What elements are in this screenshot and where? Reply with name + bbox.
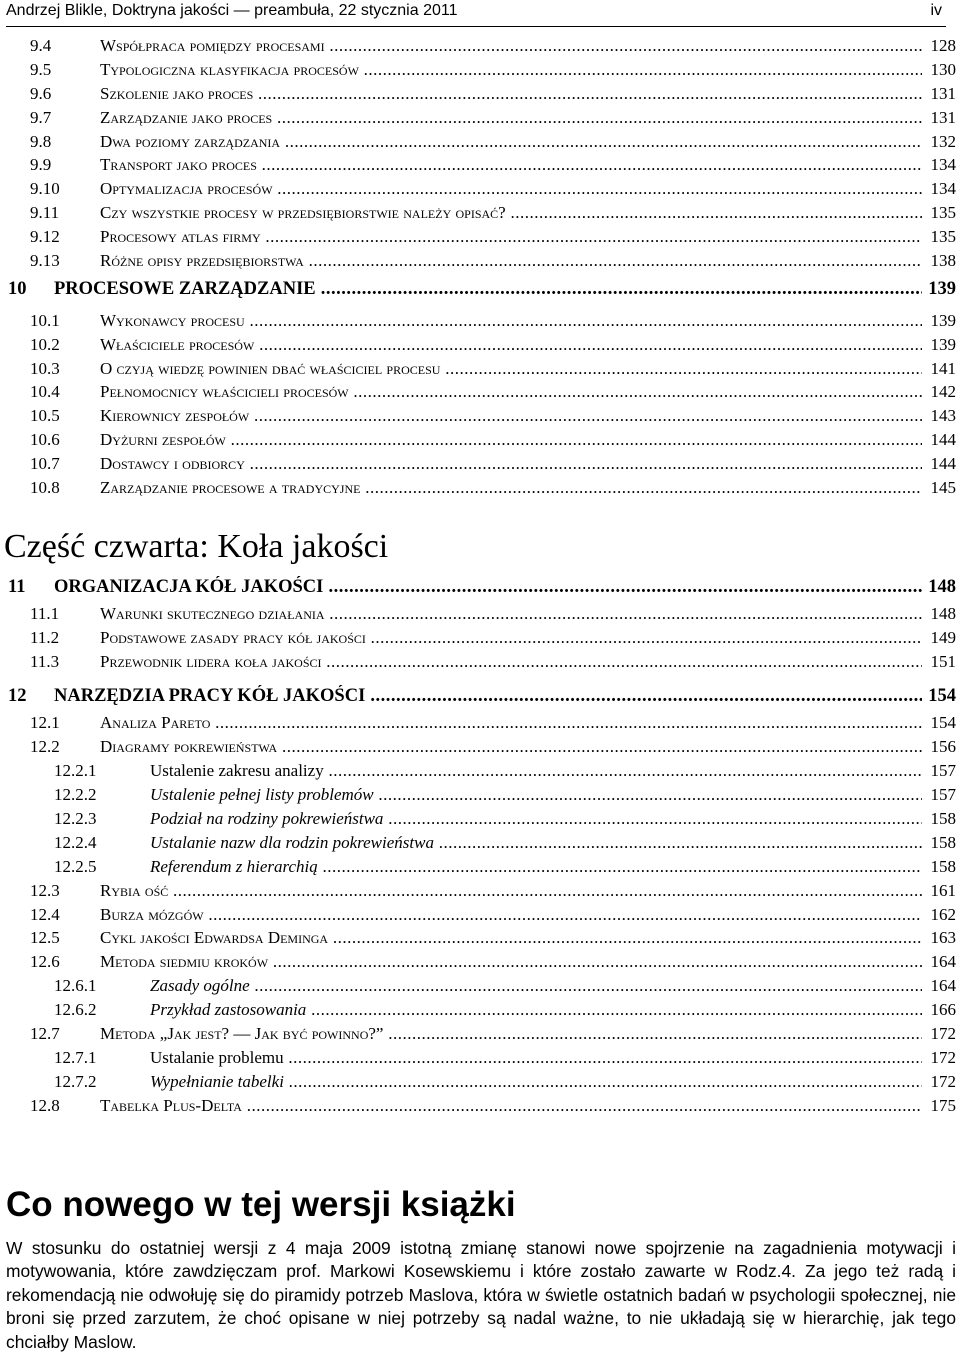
toc-title: Przykład zastosowania: [150, 1000, 307, 1020]
chapter-9-items: [8, 34, 956, 273]
toc-page: 157: [930, 759, 957, 783]
toc-number: 12.5: [30, 928, 60, 948]
toc-title: Ustalenie zakresu analizy: [150, 761, 324, 781]
part-title: Część czwarta: Koła jakości: [4, 527, 389, 565]
toc-page: 162: [930, 903, 957, 927]
toc-number: 10.3: [30, 358, 60, 378]
toc-number: 12.7.1: [54, 1047, 97, 1067]
toc-entry[interactable]: [8, 201, 956, 225]
toc-title: Dwa poziomy zarządzania: [100, 131, 281, 151]
toc-title: Cykl jakości Edwardsa Deminga: [100, 928, 329, 948]
toc-title: Burza mózgów: [100, 904, 204, 924]
toc-entry[interactable]: [8, 177, 956, 201]
toc-page: 128: [930, 34, 957, 58]
toc-title: Tabelka Plus-Delta: [100, 1095, 242, 1115]
toc-title: Przewodnik lidera koła jakości: [100, 651, 322, 671]
toc-title: Ustalanie nazw dla rodzin pokrewieństwa: [150, 832, 434, 852]
toc-number: 10.2: [30, 334, 60, 354]
toc-number: 9.8: [30, 131, 52, 151]
toc-title: Ustalanie problemu: [150, 1047, 284, 1067]
toc-number: 10.7: [30, 454, 60, 474]
toc-page: 134: [930, 177, 957, 201]
toc-entry[interactable]: [8, 974, 956, 998]
toc-page: 138: [930, 249, 957, 273]
toc-entry[interactable]: [8, 903, 956, 927]
toc-entry[interactable]: [8, 807, 956, 831]
toc-entry[interactable]: [8, 333, 956, 357]
toc-title: Dyżurni zespołów: [100, 430, 226, 450]
toc-entry[interactable]: [8, 855, 956, 879]
toc-page: 131: [930, 82, 957, 106]
toc-number: 10.4: [30, 382, 60, 402]
toc-title: Metoda siedmiu kroków: [100, 952, 269, 972]
toc-title: Optymalizacja procesów: [100, 179, 273, 199]
toc-page: 172: [930, 1046, 957, 1070]
toc-entry[interactable]: [8, 735, 956, 759]
toc-title: Warunki skutecznego działania: [100, 603, 325, 623]
toc-entry[interactable]: [8, 831, 956, 855]
toc-entry[interactable]: [8, 926, 956, 950]
toc-entry[interactable]: [8, 998, 956, 1022]
toc-entry[interactable]: [8, 1070, 956, 1094]
toc-title: NARZĘDZIA PRACY KÓŁ JAKOŚCI: [54, 686, 366, 707]
toc-entry[interactable]: [8, 783, 956, 807]
toc-title: PROCESOWE ZARZĄDZANIE: [54, 278, 316, 299]
chapter-10-items: [8, 309, 956, 500]
toc-entry[interactable]: [8, 130, 956, 154]
toc-page: 144: [930, 452, 957, 476]
toc-title: Zarządzanie jako proces: [100, 107, 273, 127]
toc-page: 142: [930, 380, 957, 404]
toc-entry[interactable]: [8, 249, 956, 273]
toc-page: 154: [927, 685, 956, 709]
toc-entry[interactable]: [8, 1094, 956, 1118]
toc-number: 9.10: [30, 179, 60, 199]
toc-title: Podstawowe zasady pracy kół jakości: [100, 627, 366, 647]
toc-page: 156: [930, 735, 957, 759]
toc-entry[interactable]: [8, 650, 956, 674]
toc-number: 12.2.2: [54, 785, 97, 805]
toc-entry[interactable]: [8, 1046, 956, 1070]
whats-new-section: [6, 1183, 956, 1354]
toc-entry[interactable]: [8, 428, 956, 452]
toc-number: 9.6: [30, 83, 52, 103]
toc-page: 172: [930, 1070, 957, 1094]
toc-page: 157: [930, 783, 957, 807]
toc-title: Metoda „Jak jest? — Jak być powinno?”: [100, 1023, 384, 1043]
toc-entry[interactable]: [8, 602, 956, 626]
toc-page: 164: [930, 974, 957, 998]
toc-number: 9.7: [30, 107, 52, 127]
toc-title: Kierownicy zespołów: [100, 406, 250, 426]
toc-number: 12.2.1: [54, 761, 97, 781]
toc-number: 10.8: [30, 478, 60, 498]
toc-page: 145: [930, 476, 957, 500]
toc-entry[interactable]: [8, 153, 956, 177]
toc-number: 12.6: [30, 952, 60, 972]
toc-number: 12.3: [30, 880, 60, 900]
toc-number: 12.4: [30, 904, 60, 924]
toc-page: 143: [930, 404, 957, 428]
toc-page: 139: [930, 333, 957, 357]
toc-page: 154: [930, 711, 957, 735]
toc-entry[interactable]: [8, 309, 956, 333]
toc-page: 163: [930, 926, 957, 950]
toc-title: Pełnomocnicy właścicieli procesów: [100, 382, 349, 402]
toc-title: Analiza Pareto: [100, 713, 211, 733]
toc-page: 148: [927, 576, 956, 600]
toc-number: 10: [8, 278, 27, 299]
toc-number: 12.1: [30, 713, 60, 733]
toc-page: 161: [930, 879, 957, 903]
toc-title: Procesowy atlas firmy: [100, 227, 261, 247]
toc-page: 158: [930, 807, 957, 831]
toc-title: Ustalenie pełnej listy problemów: [150, 785, 374, 805]
toc-page: 130: [930, 58, 957, 82]
toc-page: 149: [930, 626, 957, 650]
table-of-contents: [4, 34, 956, 1118]
chapter-12-items: [8, 711, 956, 1117]
page-header: [6, 0, 946, 27]
toc-number: 10.6: [30, 430, 60, 450]
toc-title: Diagramy pokrewieństwa: [100, 737, 278, 757]
toc-number: 9.12: [30, 227, 60, 247]
toc-number: 12.8: [30, 1095, 60, 1115]
toc-page: 141: [930, 357, 957, 381]
whats-new-paragraph: W stosunku do ostatniej wersji z 4 maja 2009 istotną zmianę stanowi nowe spojrzenie na zagadnienia motywacji i motywowania, które zawdzięczam prof. Markowi Kosewskiemu i które zostało zawarte w Rodz.4. Za jego też radą i rekomendacją nie odwołuję się do piramidy potrzeb Maslova, która w świetle ostatnich badań w psychologii społecznej, nie broni się przed zarzutem, że choć opisane w niej potrzeby są nadal ważne, to nie układają się w hierarchię, jak tego chciałby Maslow.: [6, 1238, 956, 1352]
toc-page: 135: [930, 225, 957, 249]
toc-page: 144: [930, 428, 957, 452]
toc-page: 148: [930, 602, 957, 626]
whats-new-heading: Co nowego w tej wersji książki: [6, 1185, 516, 1224]
toc-entry[interactable]: [8, 1022, 956, 1046]
toc-number: 12.2.5: [54, 856, 97, 876]
toc-title: Różne opisy przedsiębiorstwa: [100, 251, 304, 271]
toc-number: 11.3: [30, 651, 60, 671]
toc-number: 12.6.1: [54, 976, 97, 996]
toc-number: 10.5: [30, 406, 60, 426]
toc-entry[interactable]: [8, 476, 956, 500]
toc-number: 9.4: [30, 36, 52, 55]
toc-title: Dostawcy i odbiorcy: [100, 454, 245, 474]
toc-page: 158: [930, 855, 957, 879]
toc-entry[interactable]: [8, 879, 956, 903]
toc-number: 12.6.2: [54, 1000, 97, 1020]
toc-number: 12.2.3: [54, 808, 97, 828]
toc-number: 12.2.4: [54, 832, 97, 852]
toc-entry[interactable]: [8, 711, 956, 735]
toc-number: 9.9: [30, 155, 52, 175]
toc-number: 9.5: [30, 59, 52, 79]
toc-page: 139: [927, 278, 956, 302]
toc-page: 164: [930, 950, 957, 974]
toc-chapter-12[interactable]: [8, 685, 956, 709]
toc-number: 9.11: [30, 203, 60, 223]
toc-number: 12.7: [30, 1023, 60, 1043]
toc-title: Wypełnianie tabelki: [150, 1071, 284, 1091]
toc-title: Zasady ogólne: [150, 976, 250, 996]
toc-title: Wykonawcy procesu: [100, 310, 245, 330]
toc-number: 10.1: [30, 310, 60, 330]
toc-number: 9.13: [30, 251, 60, 271]
toc-entry[interactable]: [8, 950, 956, 974]
toc-page: 131: [930, 106, 957, 130]
toc-entry[interactable]: [8, 357, 956, 381]
toc-title: Współpraca pomiędzy procesami: [100, 36, 325, 55]
header-page-number: iv: [930, 2, 942, 19]
toc-page: 135: [930, 201, 957, 225]
toc-entry[interactable]: [8, 380, 956, 404]
toc-title: Podział na rodziny pokrewieństwa: [150, 808, 384, 828]
toc-title: Referendum z hierarchią: [150, 856, 318, 876]
toc-title: Transport jako proces: [100, 155, 257, 175]
toc-title: Typologiczna klasyfikacja procesów: [100, 59, 359, 79]
toc-entry[interactable]: [8, 58, 956, 82]
toc-number: 12.2: [30, 737, 60, 757]
header-title: Andrzej Blikle, Doktryna jakości — preambuła, 22 stycznia 2011: [6, 2, 458, 19]
toc-number: 12: [8, 686, 27, 707]
toc-title: Właściciele procesów: [100, 334, 255, 354]
toc-chapter-11[interactable]: [8, 576, 956, 600]
toc-number: 11.1: [30, 603, 60, 623]
toc-entry[interactable]: [8, 106, 956, 130]
toc-entry[interactable]: [8, 34, 956, 58]
toc-page: 134: [930, 153, 957, 177]
toc-number: 11: [8, 576, 26, 597]
chapter-11-items: [8, 602, 956, 674]
toc-entry[interactable]: [8, 82, 956, 106]
toc-page: 151: [930, 650, 957, 674]
toc-page: 175: [930, 1094, 957, 1118]
toc-page: 172: [930, 1022, 957, 1046]
toc-page: 158: [930, 831, 957, 855]
toc-page: 132: [930, 130, 957, 154]
toc-entry[interactable]: [8, 225, 956, 249]
toc-entry[interactable]: [8, 404, 956, 428]
toc-title: O czyją wiedzę powinien dbać właściciel procesu: [100, 358, 441, 378]
toc-page: 166: [930, 998, 957, 1022]
toc-title: Rybia ość: [100, 880, 169, 900]
toc-entry[interactable]: [8, 626, 956, 650]
toc-title: Czy wszystkie procesy w przedsiębiorstwie należy opisać?: [100, 203, 506, 223]
toc-page: 139: [930, 309, 957, 333]
toc-title: Szkolenie jako proces: [100, 83, 254, 103]
toc-title: ORGANIZACJA KÓŁ JAKOŚCI: [54, 576, 324, 597]
toc-entry[interactable]: [8, 452, 956, 476]
toc-title: Zarządzanie procesowe a tradycyjne: [100, 478, 361, 498]
toc-chapter-10[interactable]: [8, 278, 956, 302]
toc-number: 11.2: [30, 627, 60, 647]
toc-number: 12.7.2: [54, 1071, 97, 1091]
toc-entry[interactable]: [8, 759, 956, 783]
